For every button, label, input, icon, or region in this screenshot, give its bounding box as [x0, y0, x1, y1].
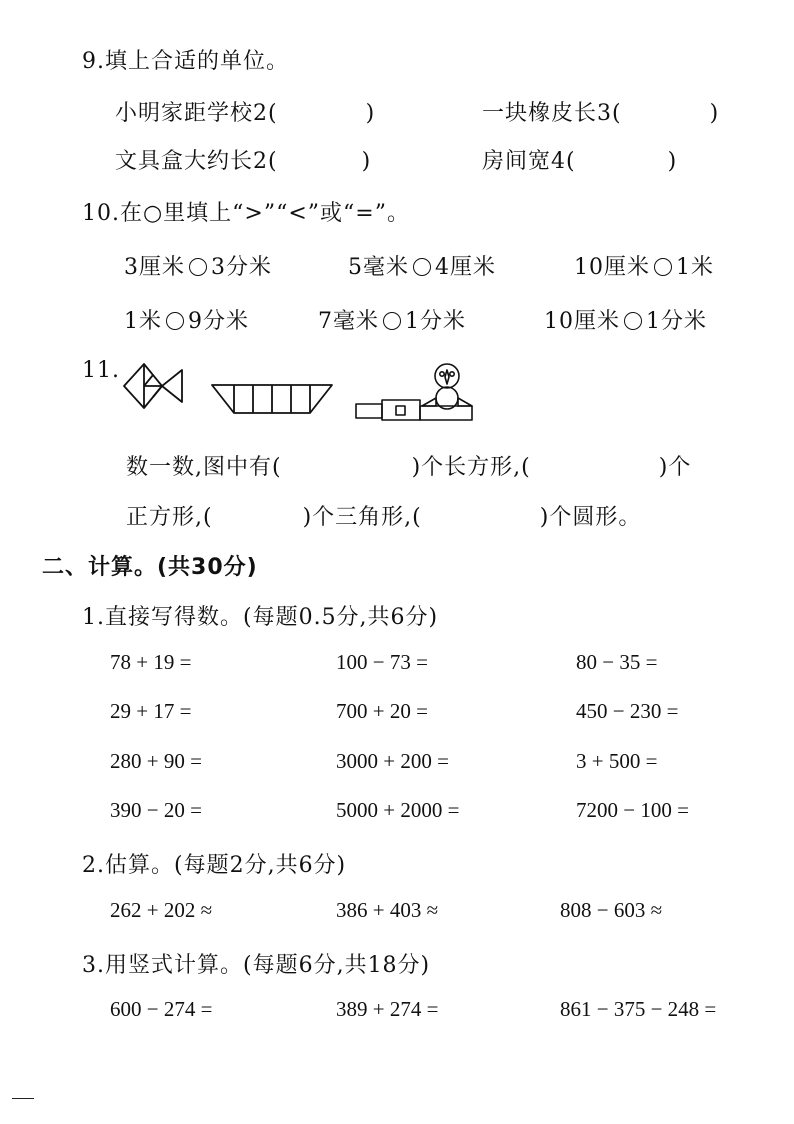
robot-barrel — [356, 404, 382, 418]
vertical-calc-problem: 389 + 274 = — [336, 997, 439, 1021]
q9-d-suffix: ) — [667, 149, 678, 174]
q9-c-suffix: ) — [361, 149, 372, 174]
parallelogram-figure — [210, 382, 334, 416]
q10-item-3 — [574, 250, 714, 281]
q11-line2-a: 正方形,( — [126, 505, 213, 530]
q10-right: 1米 — [676, 255, 714, 280]
robot-eye — [450, 372, 454, 376]
q11-line-1 — [126, 450, 691, 481]
fish-tail — [162, 370, 182, 402]
q10-right: 1分米 — [646, 309, 707, 334]
q9-a-prefix: 小明家距学校2( — [115, 101, 278, 126]
compare-circle[interactable] — [383, 312, 401, 330]
q11-number: 11. — [82, 358, 120, 383]
estimate-problem: 262 + 202 ≈ — [110, 898, 213, 922]
q10-right: 4厘米 — [435, 255, 496, 280]
calc1-title: 1.直接写得数。(每题0.5分,共6分) — [82, 605, 439, 630]
estimate-problem: 808 − 603 ≈ — [560, 898, 663, 922]
vertical-calc-problem: 861 − 375 − 248 = — [560, 997, 717, 1021]
q9-a-suffix: ) — [365, 101, 376, 126]
calc1-problem: 3000 + 200 = — [336, 749, 449, 773]
compare-circle[interactable] — [413, 258, 431, 276]
q10-right: 9分米 — [188, 309, 249, 334]
q11-line2-b: )个三角形,( — [302, 505, 422, 530]
robot-wing-left — [422, 398, 436, 406]
q10-right: 3分米 — [211, 255, 272, 280]
q10-left: 3厘米 — [124, 255, 185, 280]
q10-right: 1分米 — [405, 309, 466, 334]
compare-circle[interactable] — [654, 258, 672, 276]
calc1-problem: 78 + 19 = — [110, 650, 192, 674]
q11-line1-b: )个长方形,( — [411, 455, 531, 480]
q10-left: 5毫米 — [348, 255, 409, 280]
q10-left: 10厘米 — [544, 309, 620, 334]
section-title: 二、计算。(共30分) — [42, 555, 258, 580]
calc1-problem: 100 − 73 = — [336, 650, 428, 674]
vertical-calc-problem: 600 − 274 = — [110, 997, 213, 1021]
calc1-problem: 5000 + 2000 = — [336, 798, 460, 822]
q10-item-6 — [544, 304, 707, 335]
robot-nose — [445, 370, 449, 384]
calc1-problem: 7200 − 100 = — [576, 798, 689, 822]
q11-line2-c: )个圆形。 — [539, 505, 642, 530]
q10-left: 1米 — [124, 309, 162, 334]
calc1-problem: 80 − 35 = — [576, 650, 658, 674]
q10-title: 10.在○里填上“>”“<”或“=”。 — [82, 201, 410, 226]
q9-item-d — [482, 144, 677, 175]
calc1-problem: 390 − 20 = — [110, 798, 202, 822]
q10-item-5 — [318, 304, 466, 335]
q9-d-prefix: 房间宽4( — [482, 149, 576, 174]
fish-line — [153, 386, 162, 397]
compare-circle[interactable] — [624, 312, 642, 330]
robot-base — [420, 406, 472, 420]
q10-item-2 — [348, 250, 496, 281]
calc1-problem: 280 + 90 = — [110, 749, 202, 773]
q9-title: 9.填上合适的单位。 — [82, 49, 289, 74]
q9-item-b — [482, 96, 719, 127]
calc1-problem: 29 + 17 = — [110, 699, 192, 723]
robot-window — [396, 406, 405, 415]
robot-wing-right — [458, 398, 472, 406]
q9-item-a — [115, 96, 375, 127]
compare-circle[interactable] — [166, 312, 184, 330]
page-edge-mark — [12, 1098, 34, 1099]
robot-eye — [440, 372, 444, 376]
q11-line-2 — [126, 500, 641, 531]
robot-box — [382, 400, 420, 420]
calc3-title: 3.用竖式计算。(每题6分,共18分) — [82, 953, 431, 978]
q10-item-4 — [124, 304, 249, 335]
calc1-problem: 700 + 20 = — [336, 699, 428, 723]
estimate-problem: 386 + 403 ≈ — [336, 898, 439, 922]
q9-c-prefix: 文具盒大约长2( — [115, 149, 278, 174]
calc1-problem: 3 + 500 = — [576, 749, 658, 773]
q10-left: 7毫米 — [318, 309, 379, 334]
robot-figure — [354, 362, 476, 422]
calc1-problem: 450 − 230 = — [576, 699, 679, 723]
compare-circle[interactable] — [189, 258, 207, 276]
q9-b-prefix: 一块橡皮长3( — [482, 101, 622, 126]
q9-item-c — [115, 144, 371, 175]
calc2-title: 2.估算。(每题2分,共6分) — [82, 853, 347, 878]
fish-figure — [122, 360, 186, 412]
q11-line1-c: )个 — [658, 455, 692, 480]
q10-left: 10厘米 — [574, 255, 650, 280]
q11-line1-a: 数一数,图中有( — [126, 455, 282, 480]
fish-line — [144, 375, 153, 386]
q9-b-suffix: ) — [709, 101, 720, 126]
q10-item-1 — [124, 250, 272, 281]
